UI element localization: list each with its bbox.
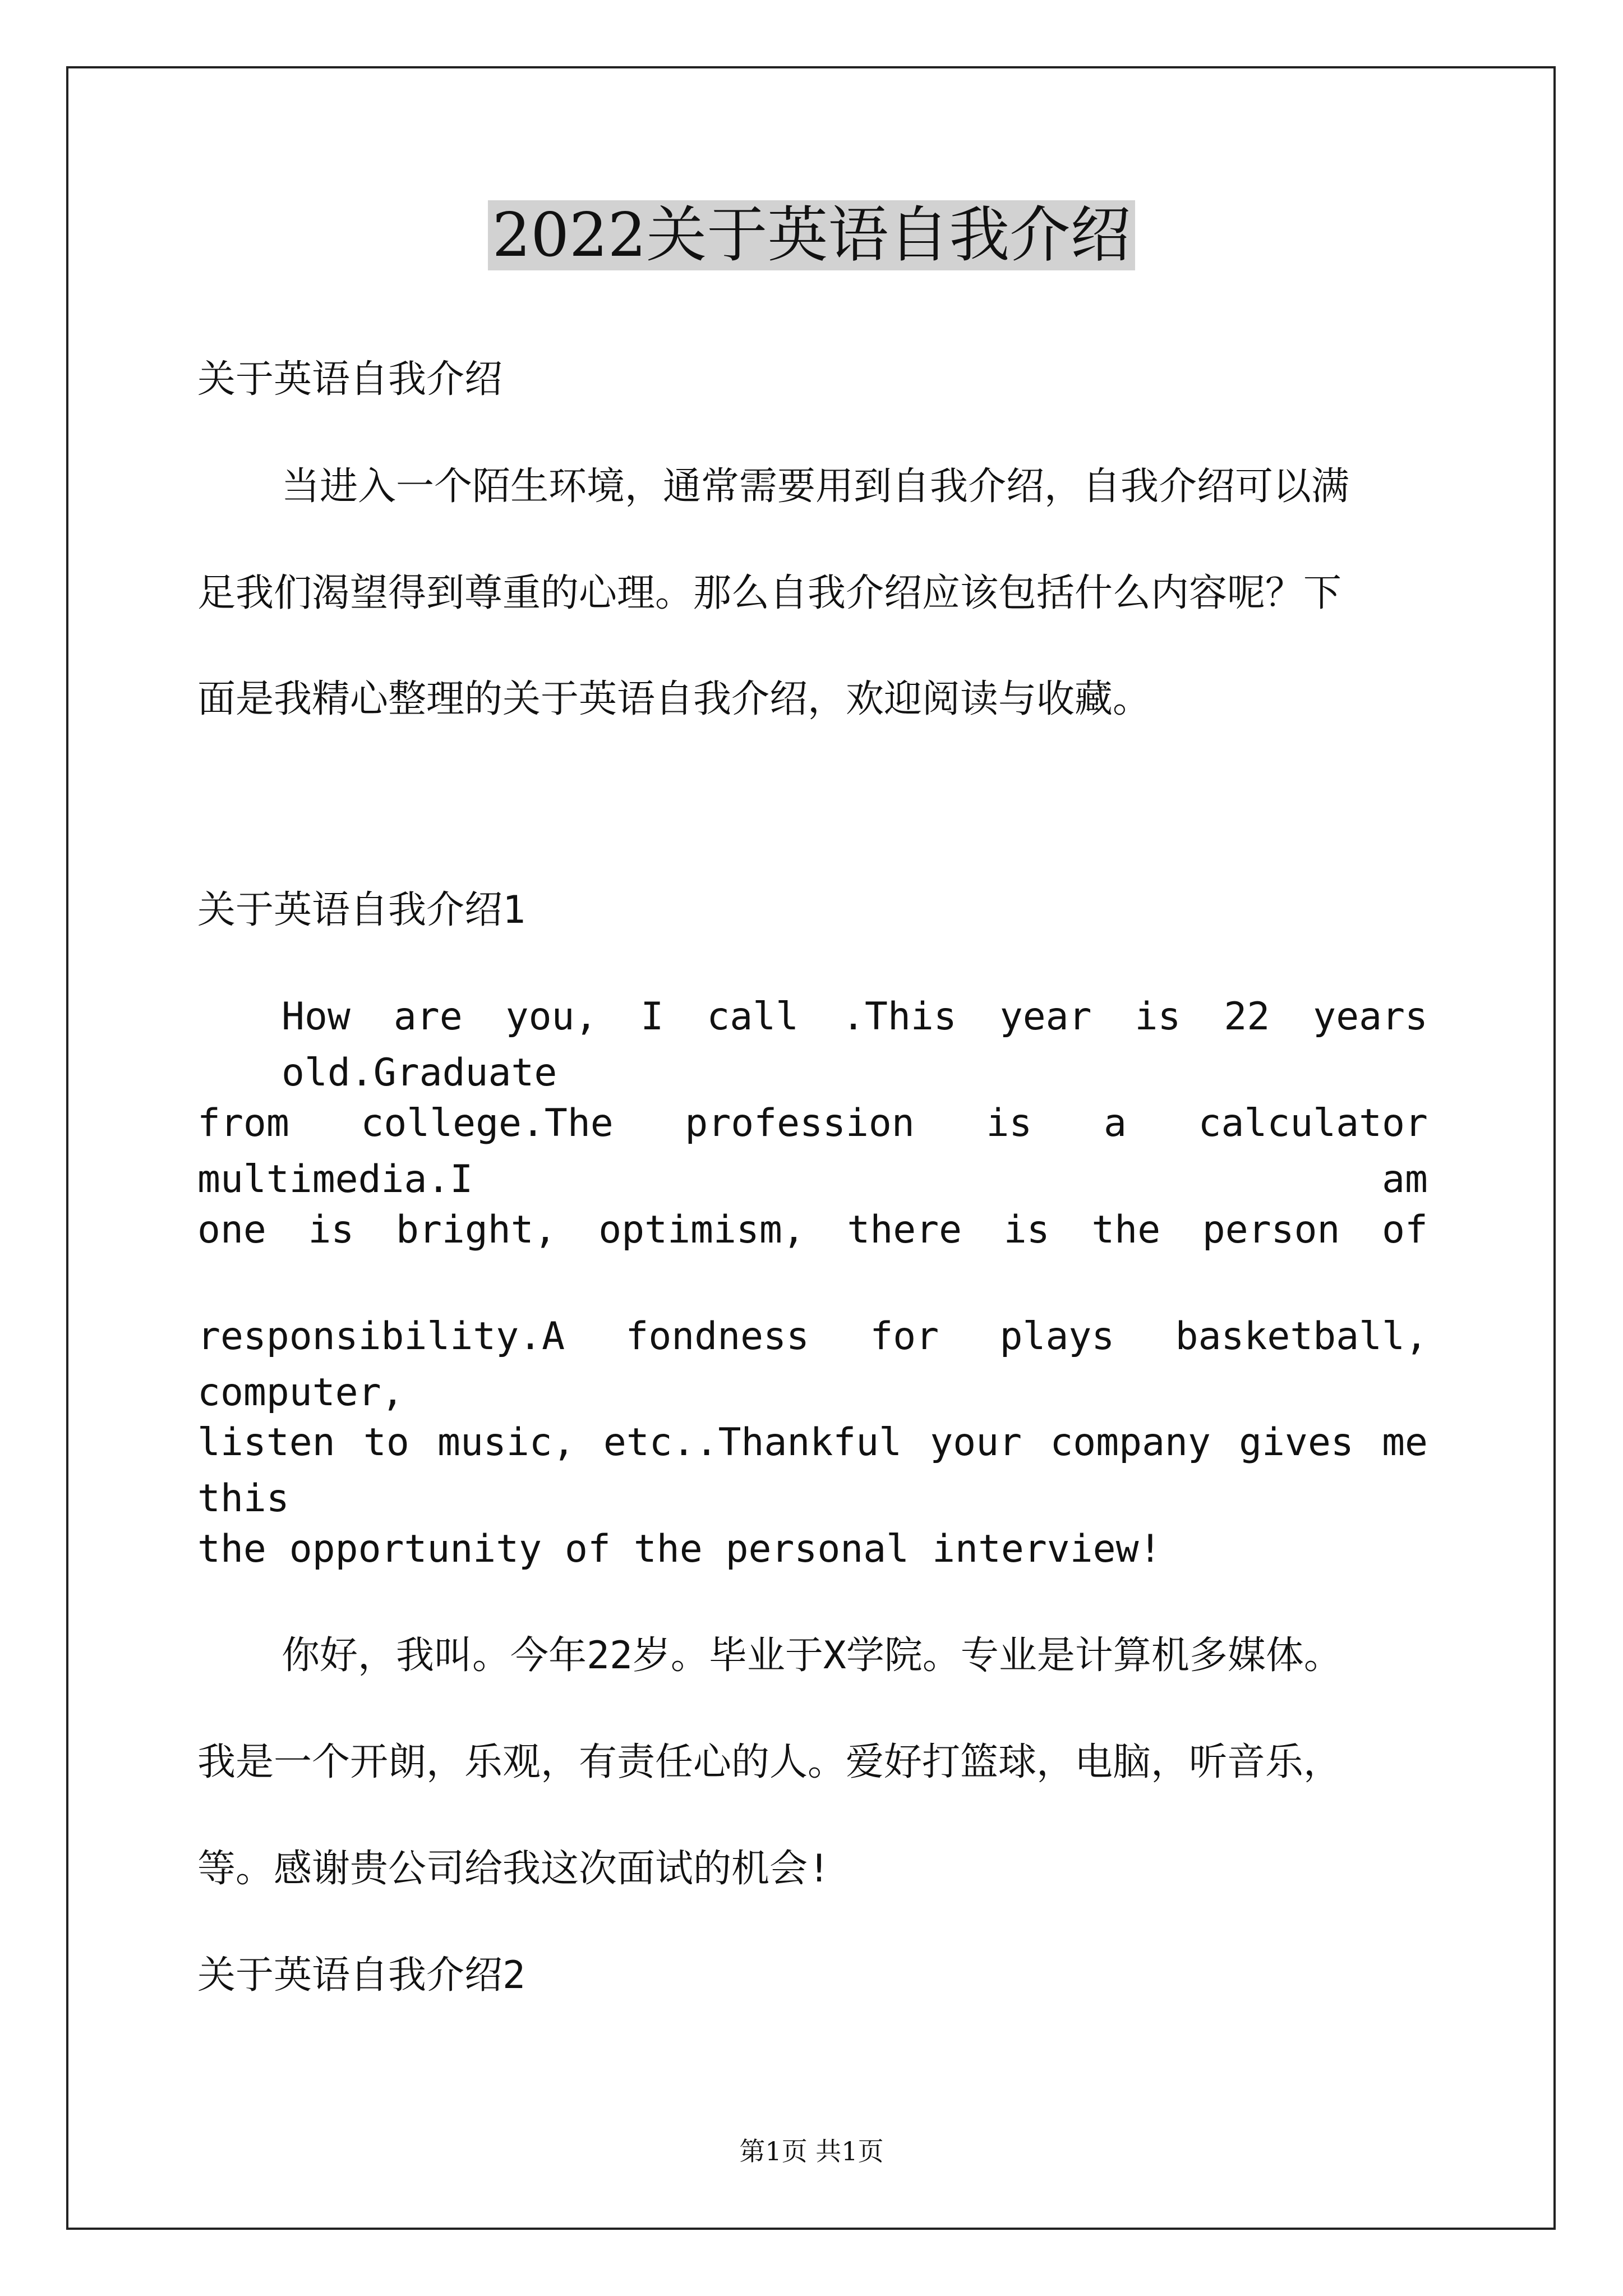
intro-line-3: 面是我精心整理的关于英语自我介绍，欢迎阅读与收藏。 (197, 677, 1151, 721)
english-line-3: one is bright, optimism, there is the person of (197, 1208, 1428, 1252)
intro-line-1: 当进入一个陌生环境，通常需要用到自我介绍，自我介绍可以满 (282, 464, 1350, 509)
english-line-6: the opportunity of the personal interview! (197, 1527, 1162, 1571)
section2-heading: 关于英语自我介绍2 (197, 1953, 525, 1998)
english-line-1: How are you, I call .This year is 22 years old.Graduate (282, 995, 1428, 1095)
intro-line-2: 足我们渴望得到尊重的心理。那么自我介绍应该包括什么内容呢？下 (197, 571, 1342, 615)
subtitle: 关于英语自我介绍 (197, 357, 503, 402)
chinese-line-2: 我是一个开朗，乐观，有责任心的人。爱好打篮球，电脑，听音乐， (197, 1740, 1342, 1784)
chinese-line-1: 你好，我叫。今年22岁。毕业于X学院。专业是计算机多媒体。 (282, 1634, 1342, 1678)
section1-heading: 关于英语自我介绍1 (197, 888, 525, 932)
english-line-4: responsibility.A fondness for plays basketball, computer, (197, 1314, 1428, 1415)
document-title: 2022关于英语自我介绍 (0, 194, 1623, 278)
english-line-2: from college.The profession is a calculator multimedia.I am (197, 1101, 1428, 1202)
page-footer: 第1页 共1页 (739, 2136, 884, 2166)
chinese-line-3: 等。感谢贵公司给我这次面试的机会! (197, 1847, 831, 1891)
english-line-5: listen to music, etc..Thankful your company gives me this (197, 1420, 1428, 1521)
